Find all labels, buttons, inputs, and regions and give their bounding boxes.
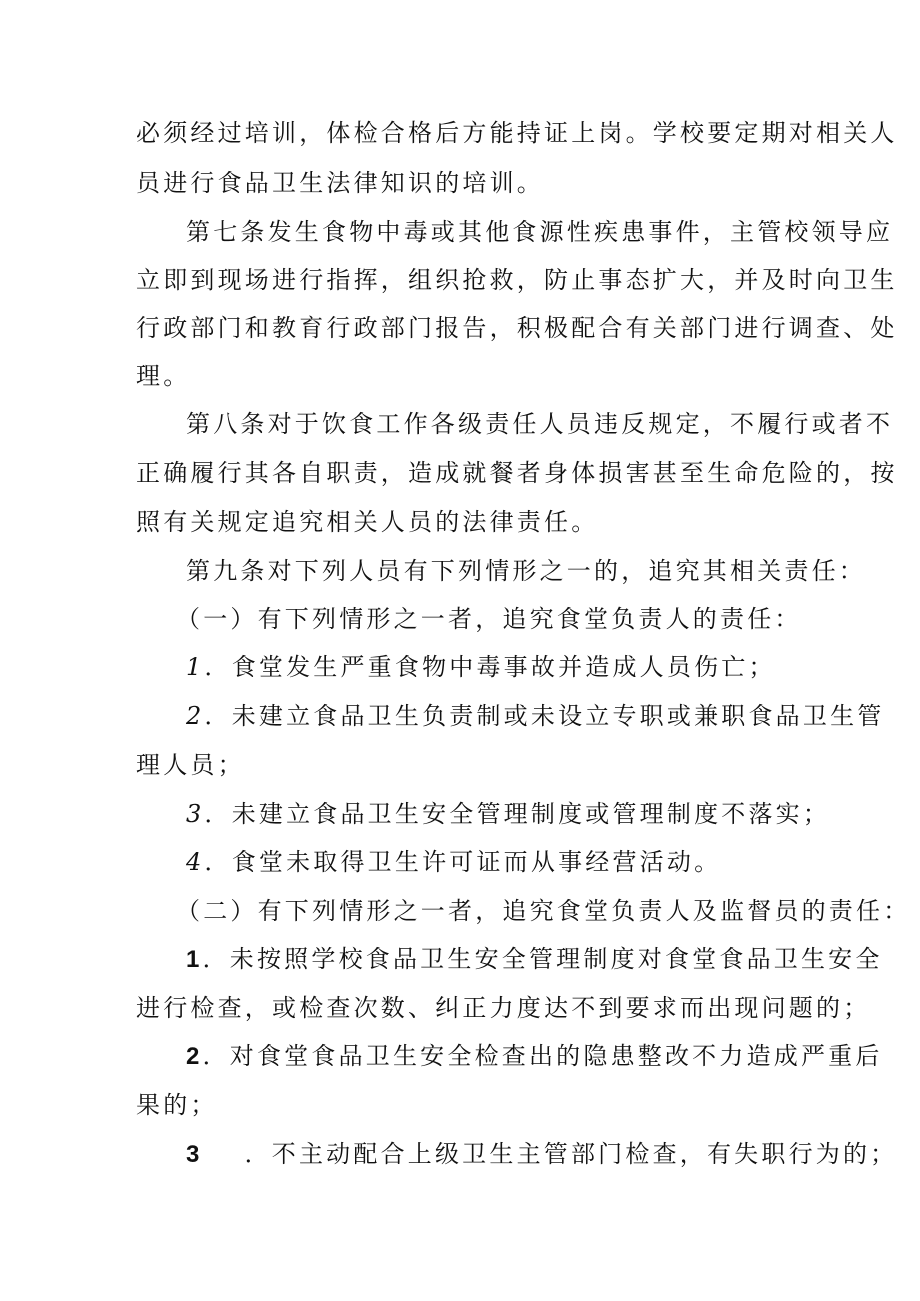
article-7-line: 第七条发生食物中毒或其他食源性疾患事件，主管校领导应: [186, 218, 894, 246]
list-item: 2．未建立食品卫生负责制或未设立专职或兼职食品卫生管: [186, 702, 885, 730]
article-9-line: 第九条对下列人员有下列情形之一的，追究其相关责任：: [186, 557, 866, 585]
section-one-heading: （一）有下列情形之一者，追究食堂负责人的责任：: [176, 605, 802, 633]
list-item: 4．食堂未取得卫生许可证而从事经营活动。: [186, 848, 722, 876]
paragraph-line: 员进行食品卫生法律知识的培训。: [136, 169, 544, 197]
paragraph-line: 照有关规定追究相关人员的法律责任。: [136, 508, 599, 536]
paragraph-line: 理。: [136, 362, 191, 390]
paragraph-line: 必须经过培训，体检合格后方能持证上岗。学校要定期对相关人: [136, 119, 898, 147]
list-item: 1．未按照学校食品卫生安全管理制度对食堂食品卫生安全: [186, 945, 883, 973]
section-two-heading: （二）有下列情形之一者，追究食堂负责人及监督员的责任：: [176, 897, 911, 925]
article-8-line: 第八条对于饮食工作各级责任人员违反规定，不履行或者不: [186, 410, 894, 438]
paragraph-line: 行政部门和教育行政部门报告，积极配合有关部门进行调查、处: [136, 314, 898, 342]
list-item: 3 ．不主动配合上级卫生主管部门检查，有失职行为的；: [186, 1140, 898, 1168]
paragraph-line: 正确履行其各自职责，造成就餐者身体损害甚至生命危险的，按: [136, 459, 898, 487]
paragraph-line: 立即到现场进行指挥，组织抢救，防止事态扩大，并及时向卫生: [136, 266, 898, 294]
list-item: 1．食堂发生严重食物中毒事故并造成人员伤亡；: [186, 653, 776, 681]
list-item: 3．未建立食品卫生安全管理制度或管理制度不落实；: [186, 800, 831, 828]
list-item-continuation: 理人员；: [136, 751, 245, 779]
list-item-continuation: 进行检查，或检查次数、纠正力度达不到要求而出现问题的；: [136, 994, 871, 1022]
list-item: 2．对食堂食品卫生安全检查出的隐患整改不力造成严重后: [186, 1042, 883, 1070]
list-item-continuation: 果的；: [136, 1091, 218, 1119]
